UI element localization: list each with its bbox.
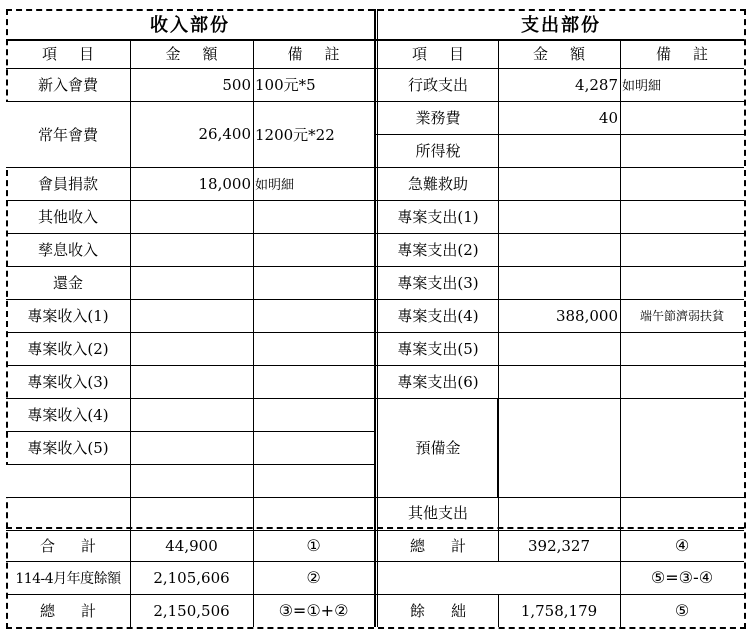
income-amount: 26,400 [198,125,251,143]
expense-item: 專案支出(1) [397,208,479,226]
income-total-label: 合計 [39,537,122,555]
income-note: 100元*5 [255,76,316,94]
income-item: 還金 [52,274,83,292]
expense-total-label: 總計 [409,537,492,555]
expense-header-item: 項目 [411,45,486,63]
expense-header-note: 備註 [655,45,730,63]
balance-amount: 1,758,179 [520,601,598,620]
income-item: 其他收入 [37,208,98,226]
income-item: 孳息收入 [37,241,98,259]
balance-label: 餘絀 [409,602,492,620]
expense-total-amount: 392,327 [527,536,591,555]
income-grand-total-amount: 2,150,506 [153,601,230,620]
income-item: 會員捐款 [37,175,98,193]
income-item: 常年會費 [37,125,98,144]
income-item: 新入會費 [37,76,98,94]
expense-item: 預備金 [415,439,461,457]
balance-formula-note: ⑤=③-④ [650,568,714,587]
expense-note: 端午節濟弱扶貧 [639,309,724,323]
income-item: 專案收入(4) [27,406,109,424]
income-header-item: 項目 [41,45,116,63]
expense-item: 業務費 [415,109,461,127]
expense-header-amount: 金額 [532,45,607,63]
expense-total-note: ④ [674,536,690,555]
income-note: 1200元*22 [255,125,335,144]
expense-item: 專案支出(4) [397,307,479,325]
income-grand-total-label: 總計 [39,602,122,620]
expense-amount: 40 [598,108,618,127]
income-item: 專案收入(2) [27,340,109,358]
expense-item: 專案支出(6) [397,373,479,391]
expense-amount: 4,287 [575,75,618,94]
expense-item: 行政支出 [407,76,468,94]
income-amount: 18,000 [198,174,251,193]
expense-item: 其他支出 [407,503,468,522]
expense-item: 專案支出(3) [397,274,479,292]
income-header-amount: 金額 [165,45,240,63]
expense-section-title: 支出部份 [521,15,601,36]
income-note: 如明細 [255,178,295,193]
income-grand-total-note: ③=①+② [278,601,349,620]
income-section-title: 收入部份 [150,15,230,36]
financial-statement-table [6,9,744,627]
expense-item: 專案支出(5) [397,340,479,358]
expense-item: 所得稅 [415,142,461,160]
income-total-amount: 44,900 [165,536,218,555]
income-item: 專案收入(1) [27,307,109,325]
income-header-note: 備註 [287,45,362,63]
income-item: 專案收入(5) [27,439,109,457]
prev-balance-amount: 2,105,606 [153,568,230,587]
balance-note: ⑤ [674,601,690,620]
income-item: 專案收入(3) [27,373,109,391]
expense-item: 急難救助 [407,175,468,193]
prev-balance-note: ② [306,568,321,587]
prev-balance-label: 114-4月年度餘額 [15,570,121,587]
expense-amount: 388,000 [555,306,618,325]
expense-item: 專案支出(2) [397,241,479,259]
income-amount: 500 [222,75,251,94]
income-total-note: ① [306,536,321,555]
expense-note: 如明細 [622,79,662,94]
